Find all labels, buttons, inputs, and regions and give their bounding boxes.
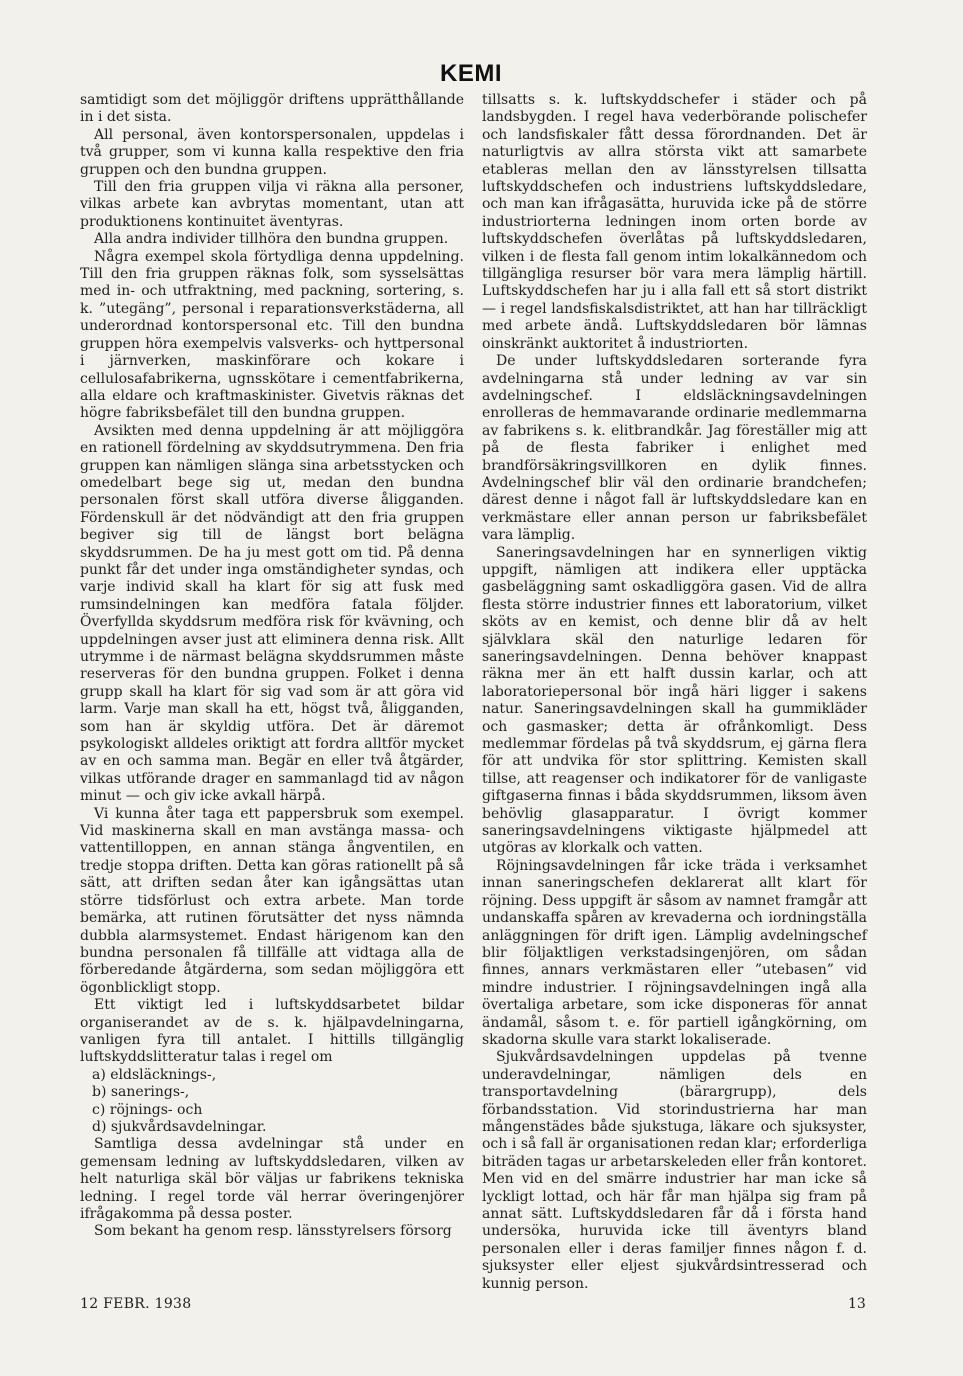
issue-date: 12 FEBR. 1938	[80, 1296, 192, 1312]
left-column	[80, 92, 464, 1241]
paragraph: Saneringsavdelningen har en synnerligen viktig uppgift, nämligen att indikera eller upptäcka gasbeläggning samt oskadliggöra gasen. Vid de allra flesta större industrier finnes ett laboratorium, vilket sköts av en kemist, och denne blir då av helt självklara skäl den naturlige ledaren för saneringsavdelningen. Denna behöver knappast räkna mer än ett halft dussin karlar, och att laboratoriepersonal bör ingå häri ligger i sakens natur. Saneringsavdelningen skall ha gummikläder och gasmasker; detta är ofrånkomligt. Dess medlemmar fördelas på två skyddsrum, ej gärna flera för att undvika för stor splittring. Kemisten skall tillse, att reagenser och indikatorer för de vanligaste giftgaserna finnas i båda skyddsrummen, liksom även behövlig glasapparatur. I övrigt kommer saneringsavdelningens viktigaste hjälpmedel att utgöras av klorkalk och vatten.	[482, 544, 867, 857]
paragraph: Avsikten med denna uppdelning är att möjliggöra en rationell fördelning av skyddsutrymmena. Den fria gruppen kan nämligen slänga sina arbetsstycken och omedelbart bege sig ut, medan den bundna personalen först skall utföra diverse åligganden. Fördenskull är det nödvändigt att den fria gruppen begiver sig till de längst bort belägna skyddsrummen. De ha ju mest gott om tid. På denna punkt får det under inga omständigheter syndas, och varje individ skall ha klart för sig att fusk med rumsindelningen kan medföra fatala följder. Överfyllda skyddsrum medföra risk för kvävning, och uppdelningen avser just att eliminera denna risk. Allt utrymme i de närmast belägna skyddsrummen måste reserveras för den bundna gruppen. Folket i denna grupp skall ha klart för sig vad som är att göra vid larm. Varje man skall ha ett, högst två, åligganden, som han är skyldig utföra. Det är däremot psykologiskt alldeles oriktigt att fordra alltför mycket av en och samma man. Begär en eller två åtgärder, vilkas utförande drager en sammanlagd tid av någon minut — och giv icke avkall härpå.	[80, 422, 464, 805]
right-column	[482, 92, 867, 1293]
list-item: a) eldsläcknings-,	[92, 1066, 217, 1083]
paragraph: Ett viktigt led i luftskyddsarbetet bildar organiserandet av de s. k. hjälpavdelningarna, vanligen fyra till antalet. I hittills tillgänglig luftskyddslitteratur talas i regel om	[80, 997, 464, 1066]
paragraph: Till den fria gruppen vilja vi räkna alla personer, vilkas arbete kan avbrytas momentant, utan att produktionens kontinuitet äventyras.	[80, 179, 464, 230]
paragraph: All personal, även kontorspersonalen, uppdelas i två grupper, som vi kunna kalla respektive den fria gruppen och den bundna gruppen.	[80, 126, 464, 178]
list-item: b) sanerings-,	[92, 1084, 190, 1101]
paragraph: tillsatts s. k. luftskyddschefer i städer och på landsbygden. I regel hava vederbörande polischefer och landsfiskaler fått dessa förordnanden. Det är naturligtvis av allra största vikt att samarbete etableras mellan den av länsstyrelsen tillsatta luftskyddschefen och industriens luftskyddsledare, och man kan ifrågasätta, huruvida icke på de större industriorterna ledningen inom orten borde av luftskyddschefen överlåtas på luftskyddsledaren, vilken i de flesta fall genom intim lokalkännedom och tillgängliga resurser bör vara mera lämplig härtill. Luftskyddschefen har ju i alla fall ett så stort distrikt — i regel landsfiskalsdistriktet, att han har tillräckligt med arbete ändå. Luftskyddsledaren bör lämnas oinskränkt auktoritet å industriorten.	[482, 92, 867, 352]
paragraph: samtidigt som det möjliggör driftens upprätthållande in i det sista.	[80, 92, 464, 126]
paragraph: Alla andra individer tillhöra den bundna gruppen.	[94, 231, 449, 248]
paragraph: Sjukvårdsavdelningen uppdelas på tvenne underavdelningar, nämligen dels en transportavdelning (bärargrupp), dels förbandsstation. Vid storindustrierna har man mångenstädes både sjukstuga, läkare och sjuksyster, och i så fall är organisationen redan klar; erforderliga biträden tagas ur arbetarskeleden eller från kontoret. Men vid en del smärre industrier har man icke så lyckligt lottad, och här får man hjälpa sig fram på annat sätt. Luftskyddsledaren får då i första hand undersöka, huruvida icke till äventyrs bland personalen eller i deras familjer finnes någon f. d. sjuksyster eller eljest sjukvårdsintresserad och kunnig person.	[482, 1049, 867, 1292]
paragraph: Röjningsavdelningen får icke träda i verksamhet innan saneringschefen deklarerat allt klart för röjning. Dess uppgift är såsom av namnet framgår att undanskaffa spåren av krevaderna och iordningställa anläggningen för drift igen. Lämplig avdelningschef blir följaktligen verkstadsingenjören, om sådan finnes, annars verkmästaren eller ”utebasen” vid mindre industrier. I röjningsavdelningen ingå alla övertaliga arbetare, som icke disponeras för annat ändamål, såsom t. e. för partiell igångkörning, om skadorna skulle vara starkt lokaliserade.	[482, 857, 867, 1048]
paragraph: Som bekant ha genom resp. länsstyrelsers försorg	[94, 1223, 452, 1240]
page-title: KEMI	[440, 60, 502, 87]
paragraph: Några exempel skola förtydliga denna uppdelning. Till den fria gruppen räknas folk, som sysselsättas med in- och utfraktning, med packning, sortering, s. k. ”utegäng”, personal i reparationsverkstäderna, all underordnad kontorspersonal etc. Till den bundna gruppen höra exempelvis valsverks- och hyttpersonal i järnverken, maskinförare och kokare i cellulosafabrikerna, ugnsskötare i cementfabrikerna, alla eldare och kraftmaskinister. Givetvis räknas det högre fabriksbefälet till den bundna gruppen.	[80, 248, 464, 422]
paragraph: Samtliga dessa avdelningar stå under en gemensam ledning av luftskyddsledaren, vilken av helt naturliga skäl bör väljas ur fabrikens tekniska ledning. I regel torde väl herrar överingenjörer ifrågakomma på dessa poster.	[80, 1136, 464, 1222]
paragraph: Vi kunna åter taga ett pappersbruk som exempel. Vid maskinerna skall en man avstänga massa- och vattentilloppen, en annan stänga ångventilen, en tredje stoppa driften. Detta kan göras rationellt på så sätt, att driften sedan åter kan igångsättas utan större tidsförlust och extra arbete. Man torde bemärka, att rutinen förutsätter det nyss nämnda dubbla alarmsystemet. Endast härigenom kan den bundna personalen få tillfälle att vidtaga alla de förberedande åtgärderna, som sedan möjliggöra ett ögonblickligt stopp.	[80, 805, 464, 996]
page-number: 13	[848, 1296, 866, 1312]
paragraph: De under luftskyddsledaren sorterande fyra avdelningarna stå under ledning av var sin avdelningschef. I eldsläckningsavdelningen enrolleras de hemmavarande ordinarie medlemmarna av fabrikens s. k. elitbrandkår. Jag föreställer mig att på de flesta fabriker i enlighet med brandförsäkringsvillkoren en dylik finnes. Avdelningschef blir väl den ordinarie brandchefen; därest denne i något fall är luftskyddsledare kan en verkmästare eller annan person ur fabriksbefälet vara lämplig.	[482, 353, 867, 544]
list-item: d) sjukvårdsavdelningar.	[92, 1118, 267, 1135]
list-item: c) röjnings- och	[92, 1101, 203, 1118]
